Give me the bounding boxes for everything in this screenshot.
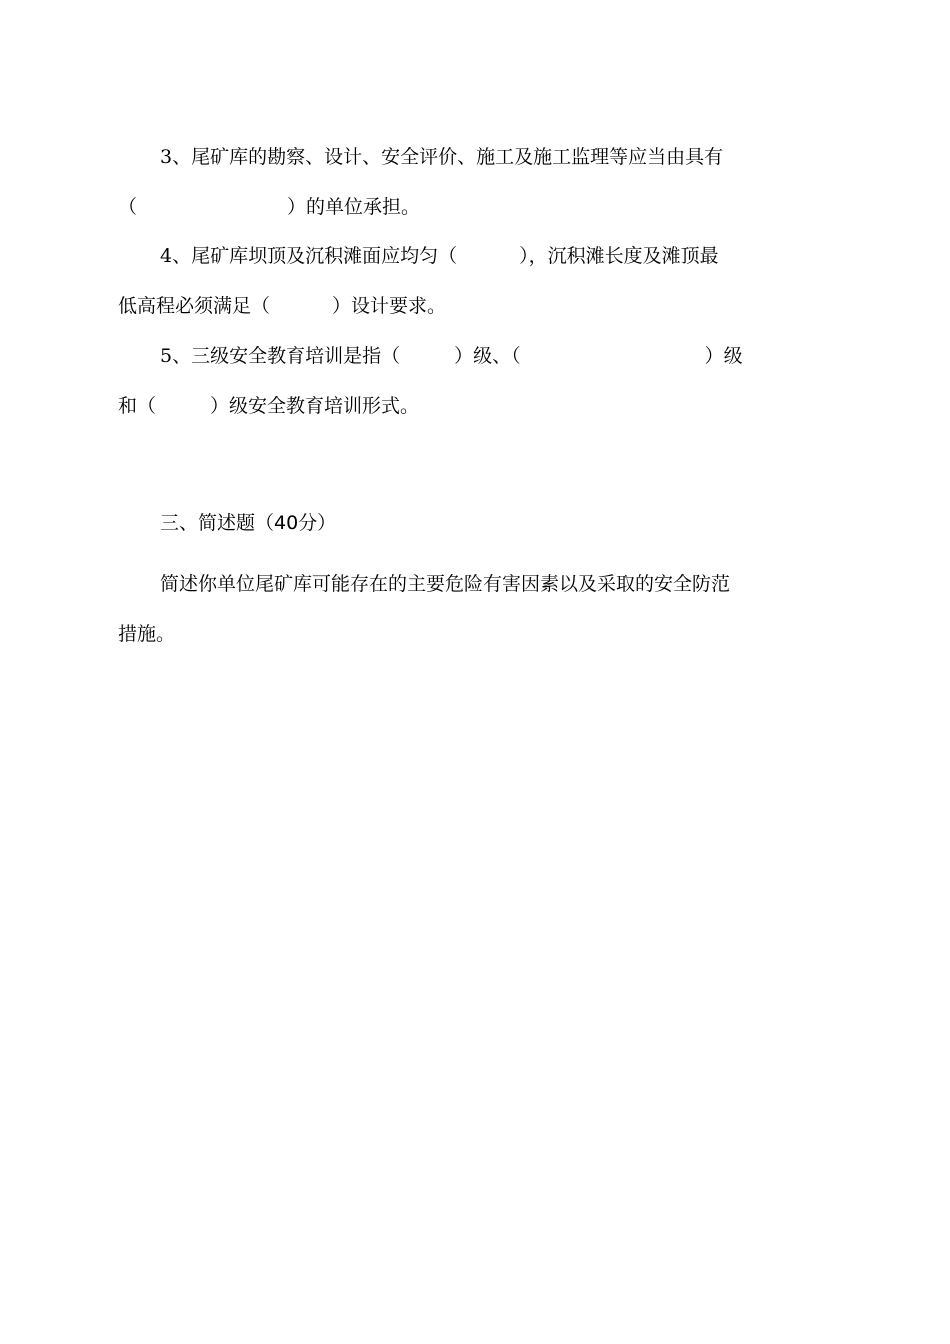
question-3-line-2 (118, 195, 420, 219)
question-5-text-e: ）级安全教育培训形式。 (210, 395, 420, 417)
question-3-blank-open: （ (118, 196, 138, 218)
question-5-text-a: 5、三级安全教育培训是指（ (160, 345, 401, 367)
question-3-text-end: ）的单位承担。 (287, 196, 421, 218)
essay-question-text: 简述你单位尾矿库可能存在的主要危险有害因素以及采取的安全防范 (160, 573, 731, 595)
question-5-line-2 (118, 394, 419, 418)
question-4-line-2 (118, 294, 446, 318)
essay-question-line-2 (118, 622, 175, 646)
question-4-text-b: ），沉积滩长度及滩顶最 (519, 245, 719, 267)
question-5-text-c: ）级 (704, 345, 743, 367)
question-4-line-1 (160, 244, 719, 268)
essay-question-text-end: 措施。 (118, 623, 176, 645)
question-5-line-1 (160, 344, 743, 368)
question-4-text-c: 低高程必须满足（ (118, 295, 271, 317)
question-4-text-a: 4、尾矿库坝顶及沉积滩面应均匀（ (160, 245, 458, 267)
question-3-text: 3、尾矿库的勘察、设计、安全评价、施工及施工监理等应当由具有 (160, 146, 724, 168)
section-heading: 三、简述题（40分） (160, 512, 337, 534)
question-5-text-b: ）级、（ (454, 345, 521, 367)
question-4-text-d: ）设计要求。 (332, 295, 447, 317)
essay-question-line-1 (160, 572, 730, 596)
question-5-text-d: 和（ (118, 395, 157, 417)
question-3-line-1 (160, 145, 723, 169)
